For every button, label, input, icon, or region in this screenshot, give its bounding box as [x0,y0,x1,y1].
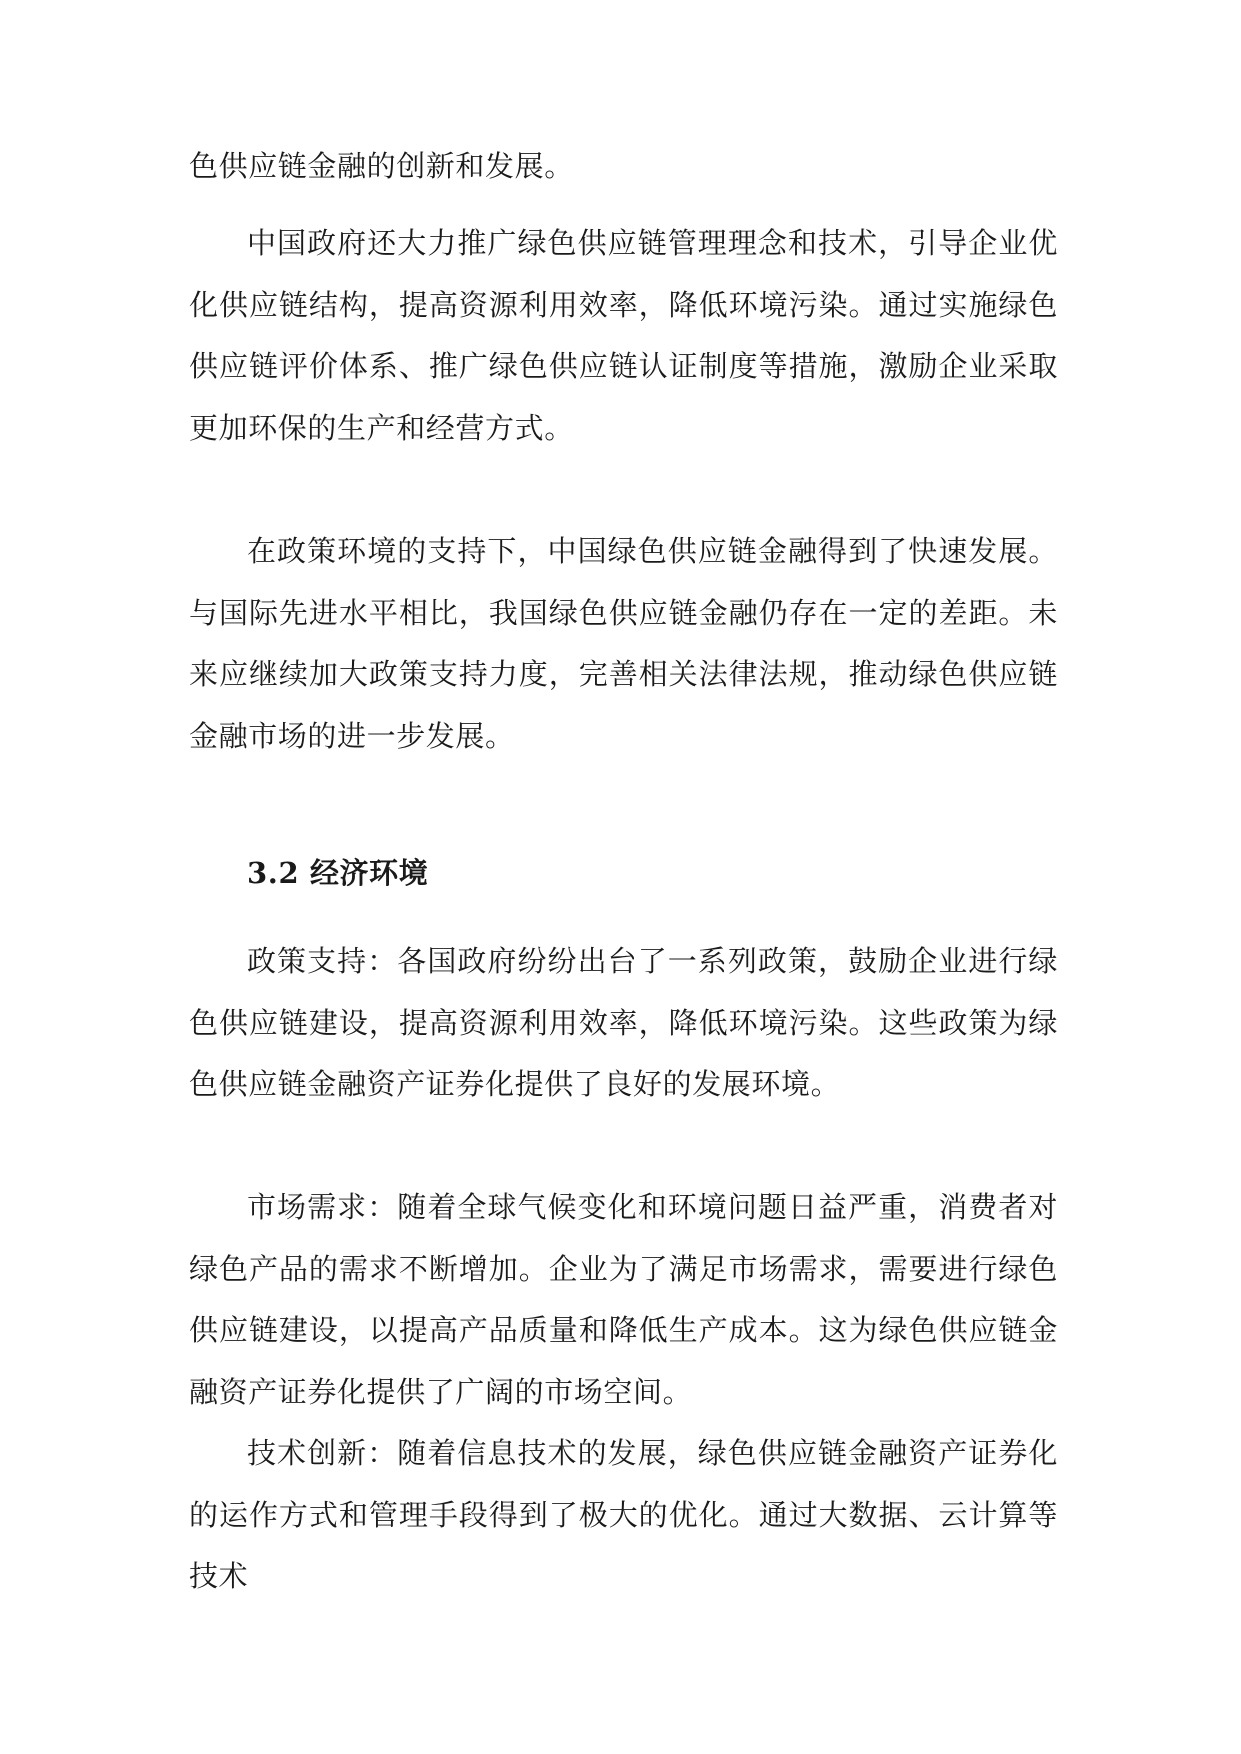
paragraph-policy-support-development [189,521,1058,767]
paragraph-text: 中国政府还大力推广绿色供应链管理理念和技术，引导企业优化供应链结构，提高资源利用效率，降低环境污染。通过实施绿色供应链评价体系、推广绿色供应链认证制度等措施，激励企业采取更加环保的生产和经营方式。 [189,226,1058,445]
paragraph-text: 市场需求：随着全球气候变化和环境问题日益严重，消费者对绿色产品的需求不断增加。企业为了满足市场需求，需要进行绿色供应链建设，以提高产品质量和降低生产成本。这为绿色供应链金融资产证券化提供了广阔的市场空间。 [189,1190,1058,1409]
paragraph-text: 政策支持：各国政府纷纷出台了一系列政策，鼓励企业进行绿色供应链建设，提高资源利用效率，降低环境污染。这些政策为绿色供应链金融资产证券化提供了良好的发展环境。 [189,944,1058,1101]
paragraph-text: 色供应链金融的创新和发展。 [189,149,574,183]
section-heading: 3.2 经济环境 [247,856,429,890]
paragraph-policy-support [189,931,1058,1116]
paragraph-technical-innovation [189,1423,1058,1608]
paragraph-green-supply-chain-policy [189,213,1058,459]
paragraph-market-demand [189,1177,1058,1423]
paragraph-continuation [189,136,1058,198]
paragraph-text: 技术创新：随着信息技术的发展，绿色供应链金融资产证券化的运作方式和管理手段得到了极大的优化。通过大数据、云计算等技术 [189,1436,1058,1593]
paragraph-text: 在政策环境的支持下，中国绿色供应链金融得到了快速发展。与国际先进水平相比，我国绿色供应链金融仍存在一定的差距。未来应继续加大政策支持力度，完善相关法律法规，推动绿色供应链金融市场的进一步发展。 [189,534,1058,753]
